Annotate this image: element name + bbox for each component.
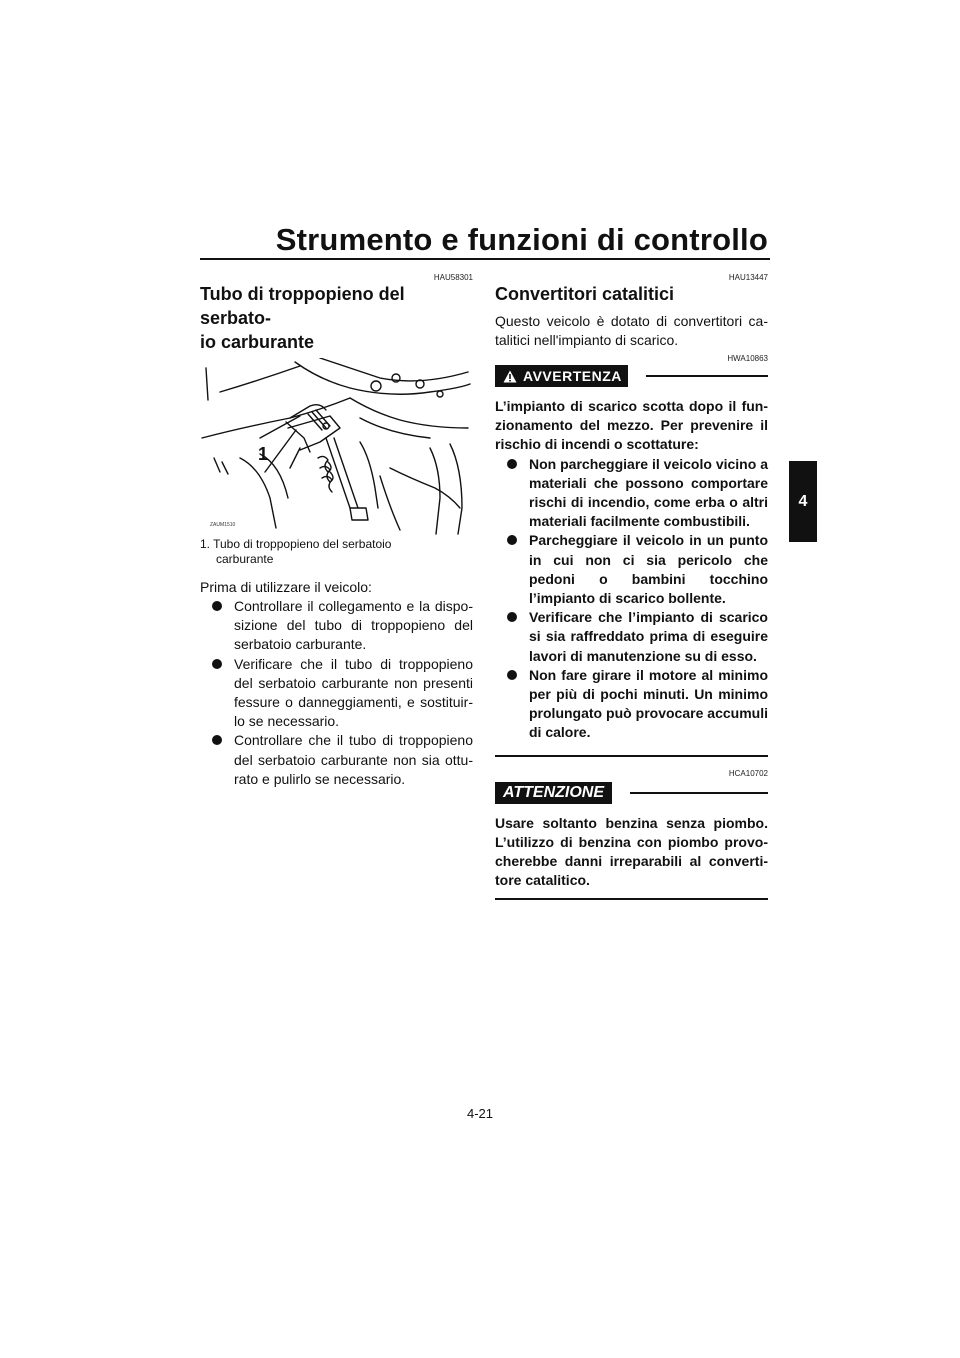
caution-end-rule (495, 898, 768, 900)
caption-line-2: carburante (216, 552, 274, 566)
left-column (200, 273, 473, 789)
figure-caption (200, 537, 473, 567)
warning-header-rule (646, 375, 768, 377)
bullet-icon (507, 670, 517, 680)
bullet-icon (212, 735, 222, 745)
caution-header-rule (630, 792, 768, 794)
motorcycle-line-drawing (200, 358, 473, 536)
list-item: Verificare che l’impianto di scarico si sia raffreddato prima di eseguire lavori di manutenzione su di esso. (495, 608, 768, 666)
right-column (495, 273, 768, 900)
list-item: Non parcheggiare il veicolo vicino a materiali che possono comportare rischi di incendio, come erba o altri materiali facilmente combustibili. (495, 455, 768, 532)
warning-label-box (495, 365, 628, 387)
heading-line-1: Tubo di troppopieno del serbato- (200, 284, 405, 328)
warning-list (495, 455, 768, 743)
check-list (200, 597, 473, 789)
figure-code: ZAUM1510 (210, 522, 236, 528)
warning-end-rule (495, 755, 768, 757)
bullet-icon (507, 535, 517, 545)
list-item: Controllare il collegamento e la dispo- sizione del tubo di troppopieno del serbatoio carburante. (200, 597, 473, 655)
caution-header (495, 782, 768, 804)
bullet-icon (212, 601, 222, 611)
caution-code: HCA10702 (728, 768, 768, 778)
warning-header (495, 365, 768, 387)
caption-line-1: 1. Tubo di troppopieno del serbatoio (200, 537, 392, 551)
intro-text: Questo veicolo è dotato di convertitori ca- talitici nell'impianto di scarico. (495, 313, 768, 348)
section-code: HAU58301 (433, 273, 473, 282)
section-code: HAU13447 (728, 273, 768, 282)
bullet-icon (212, 659, 222, 669)
section-heading (200, 282, 473, 354)
warning-text: L’impianto di scarico scotta dopo il fun- zionamento del mezzo. Per prevenire il rischio di incendi o scottature: (495, 398, 768, 453)
chapter-tab: 4 (789, 461, 817, 542)
callout-number: 1 (258, 444, 269, 464)
warning-label: AVVERTENZA (523, 368, 622, 384)
bullet-icon (507, 459, 517, 469)
list-item: Controllare che il tubo di troppopieno del serbatoio carburante non sia ottu- rato e pulirlo se necessario. (200, 731, 473, 789)
list-item: Verificare che il tubo di troppopieno del serbatoio carburante non presenti fessure o danneggiamenti, e sostituir- lo se necessario. (200, 655, 473, 732)
list-item: Non fare girare il motore al minimo per più di pochi minuti. Un minimo prolungato può provocare accumuli di calore. (495, 666, 768, 743)
section-heading: Convertitori catalitici (495, 284, 675, 304)
page-title: Strumento e funzioni di controllo (275, 222, 768, 257)
overflow-hose-illustration (200, 358, 473, 536)
list-item: Parcheggiare il veicolo in un punto in cui non ci sia pericolo che pedoni o bambini tocchino l’impianto di scarico bollente. (495, 531, 768, 608)
heading-line-2: io carburante (200, 332, 315, 352)
page-number: 4-21 (466, 1106, 494, 1121)
warning-triangle-icon (503, 370, 517, 383)
caution-text: Usare soltanto benzina senza piombo. L’utilizzo di benzina con piombo provo- cherebbe danni irreparabili al converti- tore catalitico. (495, 814, 768, 889)
warning-code: HWA10863 (727, 354, 768, 363)
bullet-icon (507, 612, 517, 622)
caution-label: ATTENZIONE (495, 782, 612, 804)
intro-text: Prima di utilizzare il veicolo: (200, 579, 372, 595)
title-rule (200, 258, 770, 260)
